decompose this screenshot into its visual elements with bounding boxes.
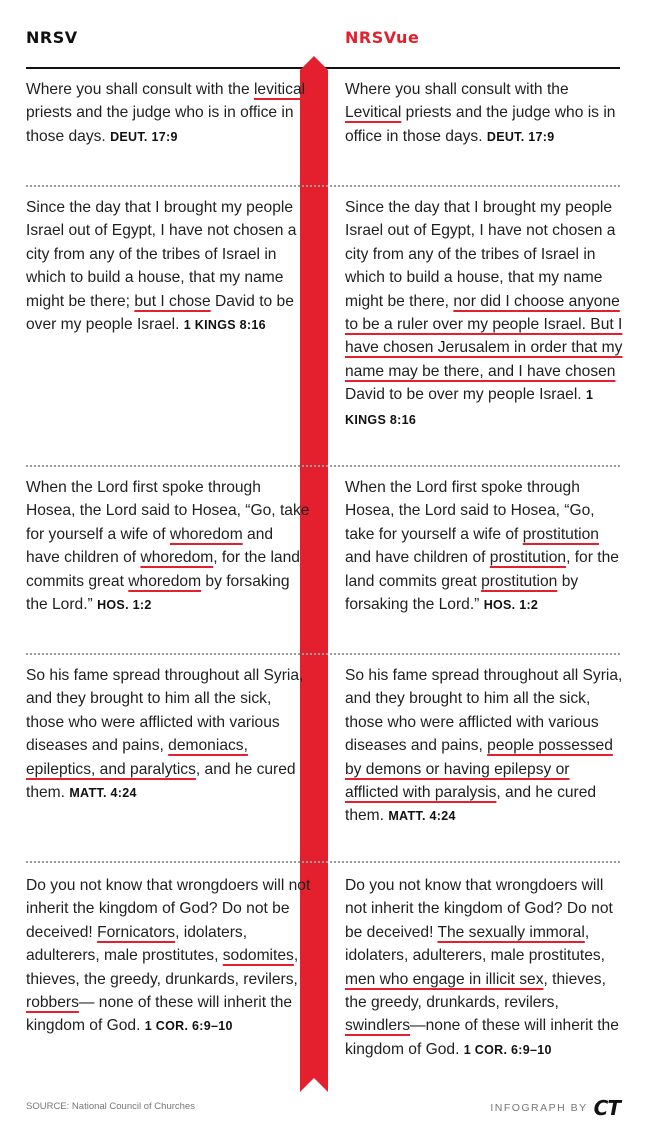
passage-text: , and he cured them.	[26, 760, 296, 802]
passage-text: — none of these will inherit the kingdom of God.	[26, 994, 293, 1035]
changed-phrase: prostitution	[489, 549, 567, 567]
passage-text: Since the day that I brought my people Israel out of Egypt, I have not chosen a city from any of the tribes of Israel in which to build a house, that my name might be there,	[345, 199, 616, 310]
changed-phrase: swindlers	[345, 1017, 410, 1035]
passage-text: Since the day that I brought my people Israel out of Egypt, I have not chosen a city from any of the tribes of Israel in which to build a house, that my name might be there;	[26, 199, 297, 310]
changed-phrase: Levitical	[345, 104, 402, 122]
passage-nrsv-hosea	[26, 476, 311, 617]
passage-text: When the Lord first spoke through Hosea, the Lord said to Hosea, “Go, take for yourself a wife of	[345, 479, 595, 543]
column-header-nrsvue: NRSVue	[345, 28, 420, 47]
passage-text: Where you shall consult with the	[26, 81, 254, 98]
passage-text: , for the land commits great	[345, 549, 619, 590]
passage-text: —none of these will inherit the kingdom of God.	[345, 1017, 619, 1058]
scripture-reference: 1 COR. 6:9–10	[463, 1042, 552, 1057]
passage-nrsvue-corinthians	[345, 874, 625, 1062]
passage-text: David to be over my people Israel.	[26, 292, 294, 334]
section-divider	[26, 185, 620, 187]
changed-phrase: whoredom	[140, 549, 214, 567]
scripture-reference: HOS. 1:2	[97, 598, 152, 613]
ct-logo: CT	[593, 1096, 620, 1120]
passage-nrsv-matthew	[26, 664, 311, 805]
passage-text: Do you not know that wrongdoers will not inherit the kingdom of God? Do not be deceived!	[26, 877, 311, 941]
passage-nrsv-kings	[26, 196, 311, 337]
section-divider	[26, 465, 620, 467]
passage-nrsvue-deut	[345, 78, 625, 149]
passage-text: When the Lord first spoke through Hosea, the Lord said to Hosea, “Go, take for yourself a wife of	[26, 479, 310, 543]
changed-phrase: whoredom	[128, 572, 202, 590]
changed-phrase: prostitution	[522, 525, 599, 543]
changed-phrase: The sexually immoral	[437, 923, 585, 941]
credit-label: INFOGRAPH BY	[490, 1102, 588, 1114]
scripture-reference: 1 KINGS 8:16	[345, 388, 594, 427]
passage-text: priests and the judge who is in office in those days.	[345, 104, 616, 145]
column-header-nrsv: NRSV	[26, 28, 78, 47]
passage-text: So his fame spread throughout all Syria, and they brought to him all the sick, those who were afflicted with various diseases and pains,	[26, 667, 304, 755]
passage-text: by forsaking the Lord.”	[345, 572, 579, 614]
passage-text: by forsaking the Lord.”	[26, 572, 290, 614]
changed-phrase: demoniacs, epileptics, and paralytics	[26, 737, 248, 778]
changed-phrase: Fornicators	[97, 923, 176, 941]
passage-text: , for the land commits great	[26, 549, 300, 590]
changed-phrase: people possessed by demons or having epilepsy or afflicted with paralysis	[345, 737, 613, 802]
changed-phrase: sodomites	[222, 947, 294, 965]
passage-text: David to be over my people Israel.	[345, 386, 586, 404]
changed-phrase: nor did I choose anyone to be a ruler over my people Israel. But I have chosen Jerusalem in order that my name may be there, and I have chosen	[345, 292, 623, 380]
scripture-reference: MATT. 4:24	[69, 786, 137, 801]
scripture-reference: DEUT. 17:9	[110, 129, 178, 144]
scripture-reference: DEUT. 17:9	[486, 129, 555, 144]
passage-text: , idolaters, adulterers, male prostitutes,	[26, 923, 248, 965]
scripture-reference: HOS. 1:2	[483, 598, 539, 613]
passage-text: So his fame spread throughout all Syria, and they brought to him all the sick, those who were afflicted with various diseases and pains,	[345, 667, 623, 755]
changed-phrase: levitical	[253, 81, 306, 98]
section-divider	[26, 861, 620, 863]
changed-phrase: whoredom	[169, 525, 243, 543]
scripture-reference: MATT. 4:24	[388, 809, 456, 824]
passage-text: , thieves, the greedy, drunkards, revilers,	[345, 970, 606, 1012]
passage-nrsvue-kings	[345, 196, 625, 432]
passage-text: Do you not know that wrongdoers will not inherit the kingdom of God? Do not be deceived!	[345, 877, 613, 941]
passage-text: priests and the judge who is in office in those days.	[26, 104, 294, 145]
changed-phrase: but I chose	[134, 292, 211, 310]
passage-text: and have children of	[26, 525, 274, 567]
passage-nrsv-corinthians	[26, 874, 311, 1039]
scripture-reference: 1 COR. 6:9–10	[144, 1019, 233, 1034]
passage-text: , and he cured them.	[345, 784, 597, 825]
changed-phrase: robbers	[26, 994, 79, 1012]
infograph-credit	[490, 1096, 620, 1120]
source-note: SOURCE: National Council of Churches	[26, 1101, 195, 1112]
passage-text: , idolaters, adulterers, male prostitutes,	[345, 923, 606, 965]
passage-nrsv-deut	[26, 78, 311, 149]
changed-phrase: prostitution	[481, 572, 558, 590]
scripture-reference: 1 KINGS 8:16	[183, 318, 266, 333]
passage-nrsvue-hosea	[345, 476, 625, 617]
changed-phrase: men who engage in illicit sex	[345, 970, 544, 988]
passage-text: and have children of	[345, 549, 490, 567]
passage-nrsvue-matthew	[345, 664, 625, 829]
passage-text: , thieves, the greedy, drunkards, revilers,	[26, 947, 299, 988]
passage-text: Where you shall consult with the	[345, 81, 569, 98]
section-divider	[26, 653, 620, 655]
